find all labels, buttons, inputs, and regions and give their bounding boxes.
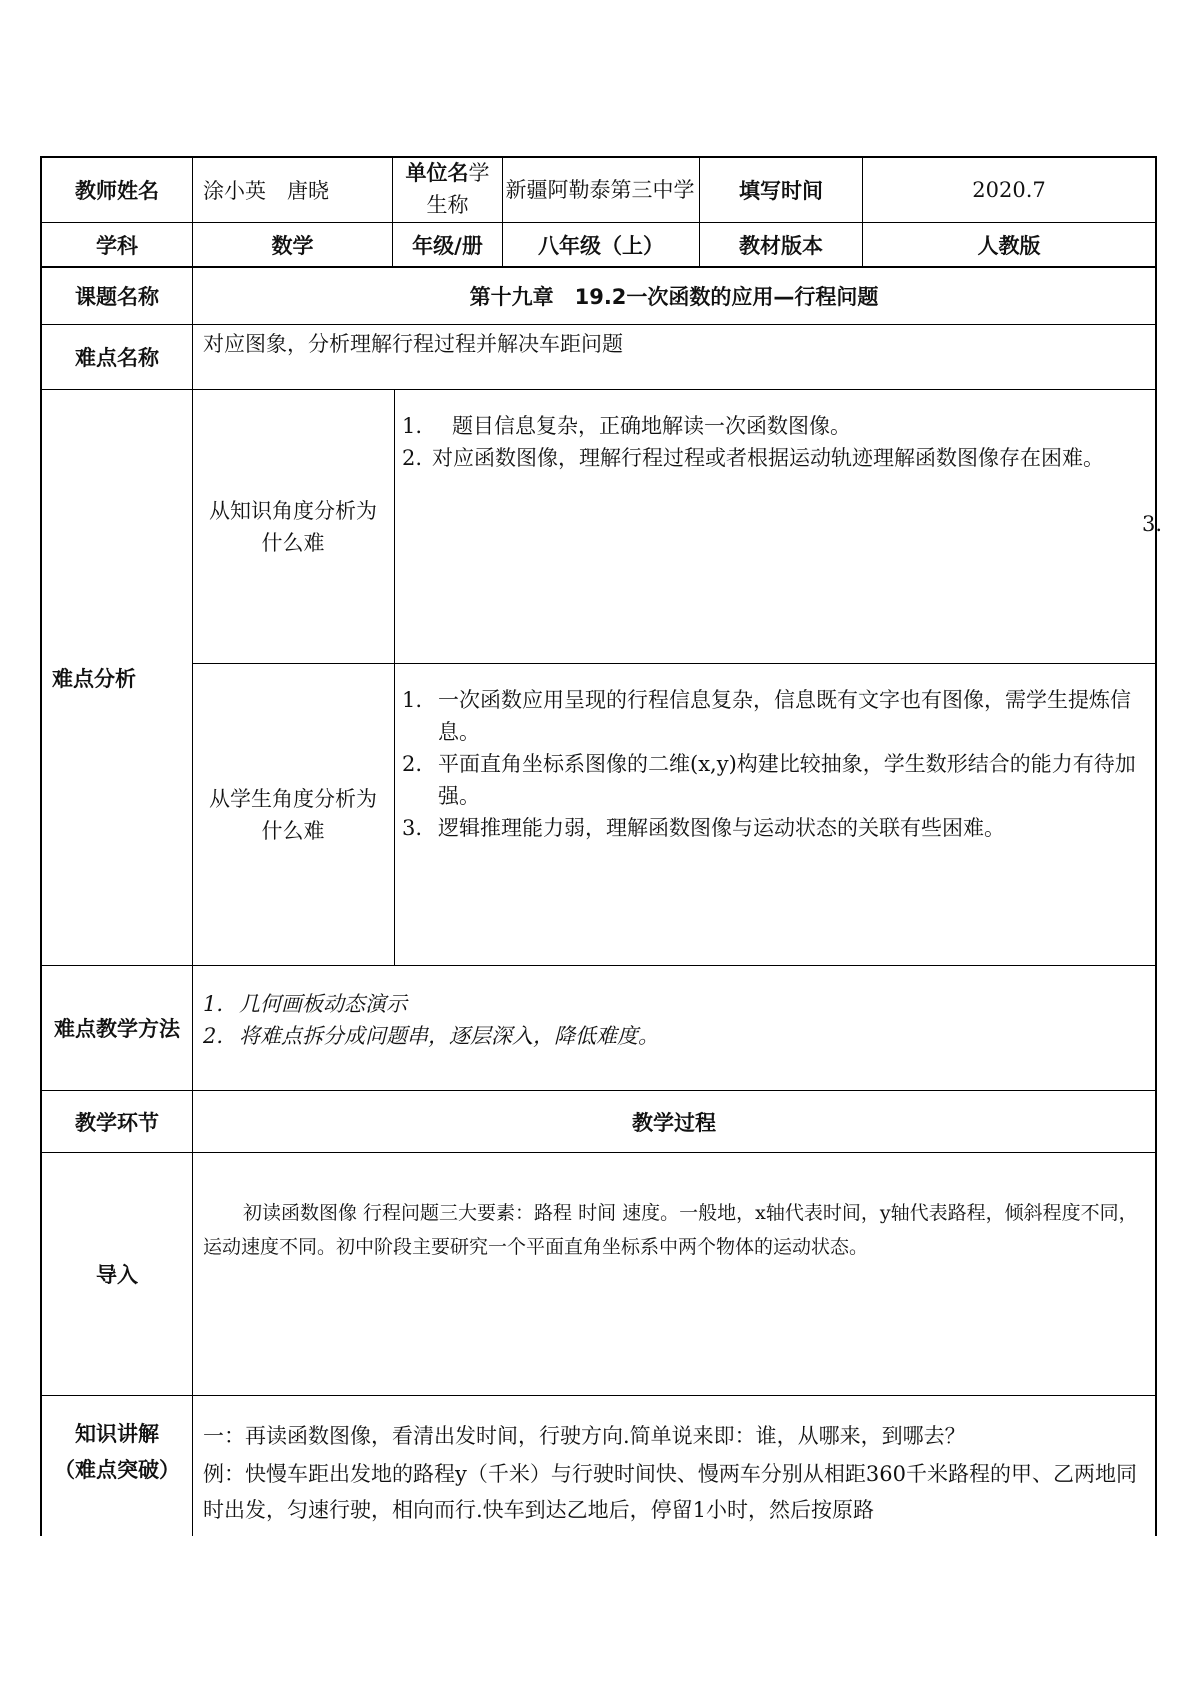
- subject-label: 学科: [96, 233, 138, 258]
- grade-label: 年级/册: [412, 233, 483, 258]
- knowledge-label: [42, 1396, 192, 1536]
- knowledge-angle-label: 从知识角度分析为什么难: [209, 498, 377, 555]
- knowledge-label-a: 知识讲解: [75, 1422, 159, 1446]
- unit-label-c: 生称: [426, 193, 469, 217]
- topic-value: 第十九章 19.2一次函数的应用—行程问题: [469, 285, 879, 309]
- knowledge-label-b: （难点突破）: [54, 1458, 180, 1482]
- knowledge-line1: 一：再读函数图像，看清出发时间，行驶方向.简单说来即：谁，从哪来，到哪去？: [203, 1424, 966, 1448]
- list-item: [402, 410, 1144, 442]
- row-divider: [40, 1395, 1157, 1396]
- list-text: 逻辑推理能力弱，理解函数图像与运动状态的关联有些困难。: [438, 816, 1005, 840]
- table-border-right: [1155, 156, 1157, 1536]
- difficulty-value: 对应图象，分析理解行程过程并解决车距问题: [203, 332, 623, 356]
- knowledge-angle-list: [402, 410, 1144, 474]
- teacher-value: 涂小英 唐晓: [203, 179, 329, 203]
- list-num: 1.: [402, 414, 423, 438]
- unit-label-b: 学: [468, 161, 490, 185]
- unit-label-a: 单位名: [405, 161, 469, 185]
- knowledge-line2: 例：快慢车距出发地的路程y（千米）与行驶时间快、慢两车分别从相距360千米路程的甲、乙两地同时出发，匀速行驶，相向而行.快车到达乙地后，停留1小时，然后按原路: [203, 1462, 1137, 1522]
- unit-value: 新疆阿勒泰第三中学: [505, 178, 695, 202]
- list-item: [402, 684, 1144, 748]
- list-num: 2.: [402, 752, 423, 776]
- list-item: [402, 748, 1144, 812]
- list-text: 将难点拆分成问题串，逐层深入，降低难度。: [239, 1024, 659, 1048]
- list-text: 一次函数应用呈现的行程信息复杂，信息既有文字也有图像，需学生提炼信息。: [438, 688, 1131, 744]
- list-text: 对应函数图像，理解行程过程或者根据运动轨迹理解函数图像存在困难。: [432, 446, 1104, 470]
- process-label: 教学过程: [632, 1110, 716, 1135]
- list-num: 1.: [203, 992, 224, 1016]
- list-num: 2.: [402, 446, 423, 470]
- list-item: [402, 812, 1144, 844]
- list-text: 几何画板动态演示: [239, 992, 407, 1016]
- list-num: 3.: [402, 816, 423, 840]
- row-divider: [40, 1152, 1157, 1153]
- edition-label: 教材版本: [739, 233, 823, 258]
- list-item: [402, 442, 1144, 474]
- edition-value: 人教版: [977, 233, 1041, 258]
- intro-label: 导入: [96, 1263, 138, 1287]
- fill-time-value: 2020.7: [972, 178, 1046, 202]
- list-item: [203, 1020, 1143, 1052]
- col-divider: [394, 389, 395, 966]
- analysis-label: 难点分析: [52, 666, 136, 691]
- list-text: 平面直角坐标系图像的二维(x,y)构建比较抽象，学生数形结合的能力有待加强。: [438, 752, 1136, 808]
- grade-value: 八年级（上）: [538, 233, 664, 258]
- list-text: 题目信息复杂，正确地解读一次函数图像。: [452, 414, 851, 438]
- col-divider: [192, 156, 193, 1536]
- row-divider: [40, 324, 1157, 325]
- intro-text: 初读函数图像 行程问题三大要素：路程 时间 速度。一般地，x轴代表时间，y轴代表路程，倾斜程度不同，运动速度不同。初中阶段主要研究一个平面直角坐标系中两个物体的运动状态。: [203, 1202, 1138, 1258]
- method-list: [203, 988, 1143, 1052]
- teacher-label: 教师姓名: [75, 179, 159, 203]
- method-label: 难点教学方法: [54, 1017, 180, 1041]
- difficulty-label: 难点名称: [75, 346, 159, 370]
- student-angle-list: [402, 684, 1144, 844]
- topic-label: 课题名称: [75, 285, 159, 309]
- stage-label: 教学环节: [75, 1110, 159, 1135]
- subject-value: 数学: [271, 233, 314, 258]
- stray-mark: 3.: [1142, 512, 1163, 536]
- unit-label: [393, 158, 502, 222]
- fill-time-label: 填写时间: [739, 179, 823, 203]
- list-num: 2.: [203, 1024, 224, 1048]
- list-item: [203, 988, 1143, 1020]
- row-divider: [40, 965, 1157, 966]
- list-num: 1.: [402, 688, 423, 712]
- student-angle-label: 从学生角度分析为什么难: [209, 786, 377, 843]
